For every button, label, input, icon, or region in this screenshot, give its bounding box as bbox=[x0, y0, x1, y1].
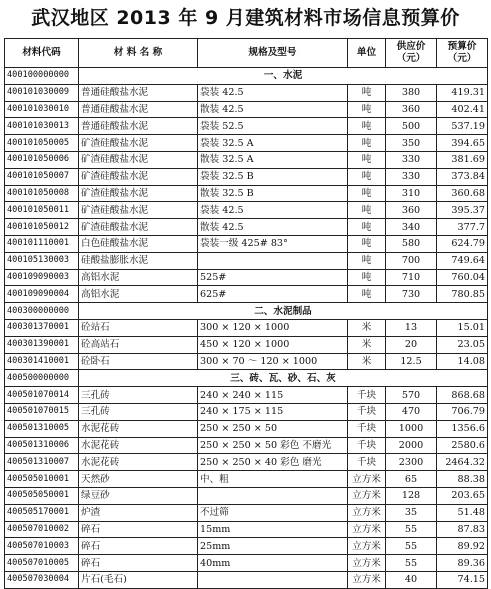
table-row bbox=[5, 135, 488, 152]
supply-price: 340 bbox=[386, 219, 437, 236]
table-row bbox=[5, 185, 488, 202]
table-row bbox=[5, 269, 488, 286]
supply-price: 360 bbox=[386, 202, 437, 219]
material-spec: 250 × 250 × 50 彩色 不磨光 bbox=[198, 437, 348, 454]
material-spec: 散装 32.5 A bbox=[198, 151, 348, 168]
budget-price: 868.68 bbox=[437, 387, 488, 404]
supply-price: 20 bbox=[386, 336, 437, 353]
material-code: 400101030013 bbox=[5, 118, 79, 135]
supply-price: 330 bbox=[386, 168, 437, 185]
material-code: 400505010001 bbox=[5, 471, 79, 488]
supply-price: 13 bbox=[386, 319, 437, 336]
material-name: 片石(毛石) bbox=[79, 571, 198, 588]
supply-price: 350 bbox=[386, 135, 437, 152]
section-code: 400500000000 bbox=[5, 370, 79, 387]
table-row bbox=[5, 319, 488, 336]
budget-price: 377.7 bbox=[437, 219, 488, 236]
material-code: 400507030004 bbox=[5, 571, 79, 588]
material-name: 普通硅酸盐水泥 bbox=[79, 101, 198, 118]
material-code: 400101110001 bbox=[5, 235, 79, 252]
material-spec bbox=[198, 487, 348, 504]
material-unit: 立方米 bbox=[348, 521, 386, 538]
material-unit: 立方米 bbox=[348, 471, 386, 488]
supply-price: 500 bbox=[386, 118, 437, 135]
material-unit: 立方米 bbox=[348, 504, 386, 521]
supply-price: 700 bbox=[386, 252, 437, 269]
material-unit: 千块 bbox=[348, 420, 386, 437]
material-name: 矿渣硅酸盐水泥 bbox=[79, 168, 198, 185]
material-spec: 散装 42.5 bbox=[198, 101, 348, 118]
material-name: 碎石 bbox=[79, 521, 198, 538]
material-unit: 立方米 bbox=[348, 571, 386, 588]
table-row bbox=[5, 235, 488, 252]
material-spec: 300 × 70 ～ 120 × 1000 bbox=[198, 353, 348, 370]
material-unit: 千块 bbox=[348, 403, 386, 420]
material-unit: 吨 bbox=[348, 151, 386, 168]
material-name: 三孔砖 bbox=[79, 387, 198, 404]
section-code: 400300000000 bbox=[5, 303, 79, 320]
table-row bbox=[5, 118, 488, 135]
material-unit: 吨 bbox=[348, 202, 386, 219]
table-row bbox=[5, 487, 488, 504]
budget-price: 2464.32 bbox=[437, 454, 488, 471]
material-spec: 袋装 42.5 bbox=[198, 202, 348, 219]
material-name: 砼卧石 bbox=[79, 353, 198, 370]
budget-price: 749.64 bbox=[437, 252, 488, 269]
material-spec: 625# bbox=[198, 286, 348, 303]
table-row bbox=[5, 504, 488, 521]
supply-price: 55 bbox=[386, 538, 437, 555]
header-code: 材料代码 bbox=[5, 39, 79, 68]
material-name: 砼站石 bbox=[79, 319, 198, 336]
material-unit: 立方米 bbox=[348, 538, 386, 555]
supply-price: 470 bbox=[386, 403, 437, 420]
supply-price: 2000 bbox=[386, 437, 437, 454]
material-name: 硅酸盐膨胀水泥 bbox=[79, 252, 198, 269]
document-title: 武汉地区 2013 年 9 月建筑材料市场信息预算价 bbox=[31, 7, 460, 29]
material-name: 白色硅酸盐水泥 bbox=[79, 235, 198, 252]
material-code: 400505050001 bbox=[5, 487, 79, 504]
supply-price: 55 bbox=[386, 555, 437, 572]
budget-price: 419.31 bbox=[437, 84, 488, 101]
header-name: 材 料 名 称 bbox=[79, 39, 198, 68]
material-spec: 袋装 52.5 bbox=[198, 118, 348, 135]
material-name: 普通硅酸盐水泥 bbox=[79, 118, 198, 135]
material-code: 400101050012 bbox=[5, 219, 79, 236]
supply-price: 1000 bbox=[386, 420, 437, 437]
table-row bbox=[5, 168, 488, 185]
material-spec: 240 × 240 × 115 bbox=[198, 387, 348, 404]
material-code: 400501310007 bbox=[5, 454, 79, 471]
material-spec: 中、粗 bbox=[198, 471, 348, 488]
material-code: 400101030010 bbox=[5, 101, 79, 118]
section-code: 400100000000 bbox=[5, 68, 79, 85]
supply-price: 65 bbox=[386, 471, 437, 488]
material-code: 400101050011 bbox=[5, 202, 79, 219]
material-spec: 不过筛 bbox=[198, 504, 348, 521]
material-name: 水泥花砖 bbox=[79, 420, 198, 437]
material-name: 高铝水泥 bbox=[79, 269, 198, 286]
material-spec: 450 × 120 × 1000 bbox=[198, 336, 348, 353]
supply-price: 310 bbox=[386, 185, 437, 202]
table-body bbox=[5, 68, 488, 589]
material-name: 水泥花砖 bbox=[79, 454, 198, 471]
budget-price: 360.68 bbox=[437, 185, 488, 202]
budget-price: 780.85 bbox=[437, 286, 488, 303]
material-unit: 吨 bbox=[348, 168, 386, 185]
material-spec: 散装 42.5 bbox=[198, 219, 348, 236]
material-spec: 袋装 42.5 bbox=[198, 84, 348, 101]
material-unit: 立方米 bbox=[348, 555, 386, 572]
material-name: 矿渣硅酸盐水泥 bbox=[79, 219, 198, 236]
budget-price: 15.01 bbox=[437, 319, 488, 336]
budget-price: 706.79 bbox=[437, 403, 488, 420]
material-unit: 吨 bbox=[348, 269, 386, 286]
material-name: 矿渣硅酸盐水泥 bbox=[79, 185, 198, 202]
table-row bbox=[5, 387, 488, 404]
table-row bbox=[5, 336, 488, 353]
price-table bbox=[4, 38, 488, 589]
supply-price: 570 bbox=[386, 387, 437, 404]
table-row bbox=[5, 252, 488, 269]
material-code: 400101050005 bbox=[5, 135, 79, 152]
budget-price: 2580.6 bbox=[437, 437, 488, 454]
supply-price: 2300 bbox=[386, 454, 437, 471]
table-row bbox=[5, 286, 488, 303]
supply-price: 580 bbox=[386, 235, 437, 252]
material-spec: 袋装 32.5 A bbox=[198, 135, 348, 152]
material-name: 水泥花砖 bbox=[79, 437, 198, 454]
table-row bbox=[5, 437, 488, 454]
header-row bbox=[5, 39, 488, 68]
material-name: 炉渣 bbox=[79, 504, 198, 521]
material-unit: 吨 bbox=[348, 252, 386, 269]
material-spec: 25mm bbox=[198, 538, 348, 555]
material-spec: 250 × 250 × 50 bbox=[198, 420, 348, 437]
material-code: 400507010002 bbox=[5, 521, 79, 538]
material-spec: 250 × 250 × 40 彩色 磨光 bbox=[198, 454, 348, 471]
material-unit: 千块 bbox=[348, 437, 386, 454]
material-name: 砼高站石 bbox=[79, 336, 198, 353]
supply-price: 710 bbox=[386, 269, 437, 286]
budget-price: 89.36 bbox=[437, 555, 488, 572]
material-spec: 散装 32.5 B bbox=[198, 185, 348, 202]
budget-price: 74.15 bbox=[437, 571, 488, 588]
material-code: 400301370001 bbox=[5, 319, 79, 336]
material-unit: 米 bbox=[348, 319, 386, 336]
table-row bbox=[5, 202, 488, 219]
budget-price: 394.65 bbox=[437, 135, 488, 152]
budget-price: 14.08 bbox=[437, 353, 488, 370]
material-code: 400101030009 bbox=[5, 84, 79, 101]
budget-price: 624.79 bbox=[437, 235, 488, 252]
supply-price: 55 bbox=[386, 521, 437, 538]
material-name: 矿渣硅酸盐水泥 bbox=[79, 135, 198, 152]
header-unit: 单位 bbox=[348, 39, 386, 68]
material-name: 普通硅酸盐水泥 bbox=[79, 84, 198, 101]
material-unit: 吨 bbox=[348, 185, 386, 202]
material-spec: 40mm bbox=[198, 555, 348, 572]
table-row bbox=[5, 555, 488, 572]
material-code: 400109090004 bbox=[5, 286, 79, 303]
material-spec: 525# bbox=[198, 269, 348, 286]
budget-price: 760.04 bbox=[437, 269, 488, 286]
material-code: 400501070015 bbox=[5, 403, 79, 420]
material-code: 400501070014 bbox=[5, 387, 79, 404]
budget-price: 373.84 bbox=[437, 168, 488, 185]
budget-price: 402.41 bbox=[437, 101, 488, 118]
material-name: 天然砂 bbox=[79, 471, 198, 488]
material-unit: 吨 bbox=[348, 84, 386, 101]
material-unit: 吨 bbox=[348, 101, 386, 118]
material-unit: 吨 bbox=[348, 219, 386, 236]
material-code: 400101050007 bbox=[5, 168, 79, 185]
material-code: 400101050008 bbox=[5, 185, 79, 202]
material-code: 400101050006 bbox=[5, 151, 79, 168]
material-spec: 300 × 120 × 1000 bbox=[198, 319, 348, 336]
table-row bbox=[5, 101, 488, 118]
budget-price: 23.05 bbox=[437, 336, 488, 353]
budget-price: 1356.6 bbox=[437, 420, 488, 437]
supply-price: 128 bbox=[386, 487, 437, 504]
section-row bbox=[5, 303, 488, 320]
material-code: 400501310005 bbox=[5, 420, 79, 437]
material-name: 矿渣硅酸盐水泥 bbox=[79, 202, 198, 219]
budget-price: 395.37 bbox=[437, 202, 488, 219]
material-name: 绿豆砂 bbox=[79, 487, 198, 504]
material-name: 碎石 bbox=[79, 538, 198, 555]
material-code: 400109090003 bbox=[5, 269, 79, 286]
material-unit: 千块 bbox=[348, 454, 386, 471]
material-name: 碎石 bbox=[79, 555, 198, 572]
table-row bbox=[5, 521, 488, 538]
material-code: 400505170001 bbox=[5, 504, 79, 521]
supply-price: 40 bbox=[386, 571, 437, 588]
table-row bbox=[5, 219, 488, 236]
section-title: 三、砖、瓦、砂、石、灰 bbox=[79, 370, 488, 387]
material-unit: 立方米 bbox=[348, 487, 386, 504]
material-unit: 吨 bbox=[348, 286, 386, 303]
table-row bbox=[5, 571, 488, 588]
budget-price: 381.69 bbox=[437, 151, 488, 168]
supply-price: 12.5 bbox=[386, 353, 437, 370]
budget-price: 51.48 bbox=[437, 504, 488, 521]
table-row bbox=[5, 403, 488, 420]
supply-price: 360 bbox=[386, 101, 437, 118]
material-code: 400507010003 bbox=[5, 538, 79, 555]
table-header bbox=[5, 39, 488, 68]
budget-price: 537.19 bbox=[437, 118, 488, 135]
supply-price: 330 bbox=[386, 151, 437, 168]
material-code: 400105130003 bbox=[5, 252, 79, 269]
section-row bbox=[5, 370, 488, 387]
table-row bbox=[5, 353, 488, 370]
material-code: 400301390001 bbox=[5, 336, 79, 353]
material-unit: 吨 bbox=[348, 135, 386, 152]
material-unit: 吨 bbox=[348, 235, 386, 252]
header-spec: 规格及型号 bbox=[198, 39, 348, 68]
table-row bbox=[5, 420, 488, 437]
material-unit: 吨 bbox=[348, 118, 386, 135]
budget-price: 203.65 bbox=[437, 487, 488, 504]
table-row bbox=[5, 471, 488, 488]
material-name: 高铝水泥 bbox=[79, 286, 198, 303]
material-unit: 米 bbox=[348, 353, 386, 370]
supply-price: 35 bbox=[386, 504, 437, 521]
material-name: 三孔砖 bbox=[79, 403, 198, 420]
header-budget-price: 预算价 （元） bbox=[437, 39, 488, 68]
table-row bbox=[5, 84, 488, 101]
material-name: 矿渣硅酸盐水泥 bbox=[79, 151, 198, 168]
table-row bbox=[5, 538, 488, 555]
section-row bbox=[5, 68, 488, 85]
material-spec: 袋装一级 425# 83° bbox=[198, 235, 348, 252]
header-supply-price: 供应价 （元） bbox=[386, 39, 437, 68]
material-spec bbox=[198, 252, 348, 269]
material-spec bbox=[198, 571, 348, 588]
supply-price: 380 bbox=[386, 84, 437, 101]
section-title: 一、水泥 bbox=[79, 68, 488, 85]
section-title: 二、水泥制品 bbox=[79, 303, 488, 320]
material-code: 400301410001 bbox=[5, 353, 79, 370]
material-code: 400507010005 bbox=[5, 555, 79, 572]
material-spec: 袋装 32.5 B bbox=[198, 168, 348, 185]
material-unit: 千块 bbox=[348, 387, 386, 404]
table-row bbox=[5, 151, 488, 168]
material-spec: 15mm bbox=[198, 521, 348, 538]
supply-price: 730 bbox=[386, 286, 437, 303]
material-spec: 240 × 175 × 115 bbox=[198, 403, 348, 420]
budget-price: 89.92 bbox=[437, 538, 488, 555]
table-row bbox=[5, 454, 488, 471]
material-code: 400501310006 bbox=[5, 437, 79, 454]
budget-price: 88.38 bbox=[437, 471, 488, 488]
material-unit: 米 bbox=[348, 336, 386, 353]
budget-price: 87.83 bbox=[437, 521, 488, 538]
